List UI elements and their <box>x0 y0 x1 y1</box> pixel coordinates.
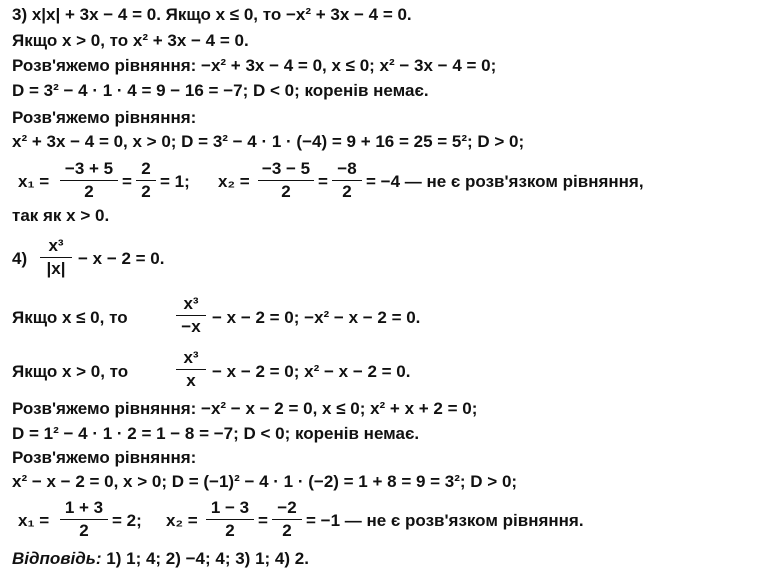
part4-case2-den: x <box>186 371 196 390</box>
part3-x2-f2-den: 2 <box>342 182 352 201</box>
part3-line3: Розв'яжемо рівняння: −x² + 3x − 4 = 0, x ≤ 0; x² − 3x − 4 = 0; <box>12 56 497 75</box>
part3-x2-result: = −4 — не є розв'язком рівняння, <box>366 172 644 191</box>
part3-line8: так як x > 0. <box>12 206 110 225</box>
part3-x1-f1-den: 2 <box>84 182 94 201</box>
part4-case1-den: −x <box>181 317 201 336</box>
part3-line6: x² + 3x − 4 = 0, x > 0; D = 3² − 4 · 1 · (−4) = 9 + 16 = 25 = 5²; D > 0; <box>12 132 525 151</box>
part4-x2-result: = −1 — не є розв'язком рівняння. <box>306 511 584 530</box>
part4-x2-eq: = <box>258 511 268 530</box>
part3-line1: 3) x|x| + 3x − 4 = 0. Якщо x ≤ 0, то −x² + 3x − 4 = 0. <box>12 5 412 24</box>
part4-eq-fraction <box>40 235 72 280</box>
part3-x1-fraction1 <box>60 158 118 203</box>
part3-x1-eq: = <box>122 172 132 191</box>
part3-x1-f2-den: 2 <box>141 182 151 201</box>
part4-x1-num: 1 + 3 <box>64 498 104 517</box>
part4-line-a: Розв'яжемо рівняння: −x² − x − 2 = 0, x ≤ 0; x² + x + 2 = 0; <box>12 399 478 418</box>
part3-x2-eq: = <box>318 172 328 191</box>
part4-line-b: D = 1² − 4 · 1 · 2 = 1 − 8 = −7; D < 0; коренів немає. <box>12 424 420 443</box>
part4-x1-den: 2 <box>79 521 89 540</box>
part4-line-c: Розв'яжемо рівняння: <box>12 448 197 467</box>
answer-text: 1) 1; 4; 2) −4; 4; 3) 1; 4) 2. <box>101 549 309 568</box>
part4-case2-rest: − x − 2 = 0; x² − x − 2 = 0. <box>212 362 411 381</box>
part4-case2-num: x³ <box>183 348 199 367</box>
part3-x1-result: = 1; <box>160 172 190 191</box>
part4-x1-label: x₁ = <box>18 511 50 530</box>
part4-case2-pre: Якщо x > 0, то <box>12 362 129 381</box>
part3-x2-f1-den: 2 <box>281 182 291 201</box>
part4-eq-den: |x| <box>46 259 66 278</box>
part4-x2-label: x₂ = <box>166 511 198 530</box>
part4-x1-fraction <box>60 497 108 542</box>
part3-x1-label: x₁ = <box>18 172 50 191</box>
part4-line-d: x² − x − 2 = 0, x > 0; D = (−1)² − 4 · 1 · (−2) = 1 + 8 = 9 = 3²; D > 0; <box>12 472 518 491</box>
part4-case2-fraction <box>176 347 206 392</box>
part3-x2-label: x₂ = <box>218 172 250 191</box>
part4-x2-fraction1 <box>206 497 254 542</box>
part3-x2-f1-num: −3 − 5 <box>261 159 311 178</box>
part4-case1-rest: − x − 2 = 0; −x² − x − 2 = 0. <box>212 308 421 327</box>
part4-eq-rest: − x − 2 = 0. <box>78 249 165 268</box>
part4-eq-num: x³ <box>48 236 64 255</box>
part4-case1-pre: Якщо x ≤ 0, то <box>12 308 128 327</box>
part3-x2-fraction1 <box>258 158 314 203</box>
part3-line4: D = 3² − 4 · 1 · 4 = 9 − 16 = −7; D < 0; коренів немає. <box>12 81 429 100</box>
part3-x2-fraction2 <box>332 158 362 203</box>
part4-x1-result: = 2; <box>112 511 142 530</box>
part4-x2-f1-den: 2 <box>225 521 235 540</box>
answer-line <box>12 548 309 570</box>
part4-x2-fraction2 <box>272 497 302 542</box>
part3-line5: Розв'яжемо рівняння: <box>12 108 197 127</box>
part3-x1-f1-num: −3 + 5 <box>64 159 114 178</box>
part3-line2: Якщо x > 0, то x² + 3x − 4 = 0. <box>12 31 249 50</box>
part4-label: 4) <box>12 249 28 268</box>
part3-x1-fraction2 <box>136 158 156 203</box>
part4-case1-fraction <box>176 293 206 338</box>
part4-x2-f1-num: 1 − 3 <box>210 498 250 517</box>
part4-x2-f2-num: −2 <box>277 498 297 517</box>
part3-x2-f2-num: −8 <box>337 159 357 178</box>
part3-x1-f2-num: 2 <box>141 159 151 178</box>
part4-x2-f2-den: 2 <box>282 521 292 540</box>
answer-label: Відповідь: <box>12 549 102 568</box>
part4-case1-num: x³ <box>183 294 199 313</box>
